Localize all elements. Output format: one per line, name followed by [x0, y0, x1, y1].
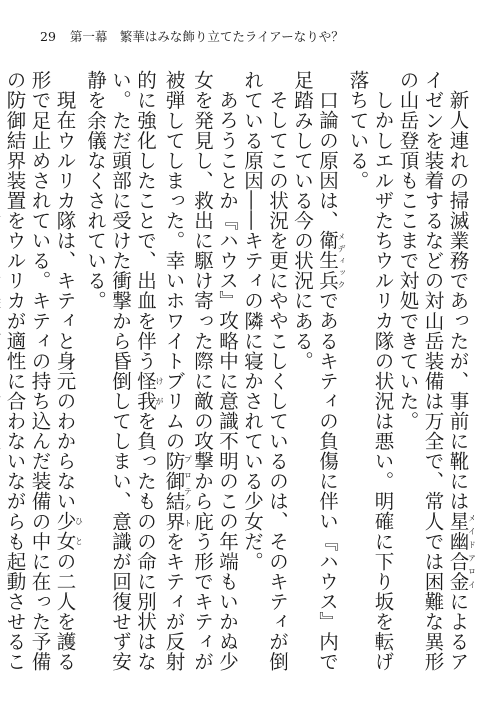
ruby-shojo-base: 少女 [53, 510, 77, 551]
ruby-bogyokekkai [162, 450, 193, 532]
paragraph-5-text-c: を負ったものの命に別状はない。ただ頭部に受けた衝撃から昏倒してしまい、意識が回復せず安静を余儀なくされている。 [84, 70, 157, 672]
paragraph-3 [290, 70, 346, 680]
ruby-eiseihei [316, 229, 346, 291]
paragraph-6 [0, 70, 83, 680]
paragraph-5 [83, 70, 240, 680]
ruby-eiseihei-base: 衛生兵 [316, 229, 339, 291]
ruby-shojo [53, 510, 84, 551]
paragraph-5-text-b: をキティが反射的に強化したことで、出血を伴う [134, 70, 186, 672]
paragraph-4: そしてこの状況を更にややこしくしているのは、そのキティが倒れている原因――キティの隣に寝かされている少女だ。 [241, 70, 289, 671]
novel-body-text [3, 70, 477, 680]
paragraph-6-text-a: 現在ウルリカ隊は、キティと身元のわからない [53, 89, 77, 511]
paragraph-6-text-b: の二人を護る形で足止めされている。キティの持ち込んだ装備の中に在った予備の防御結界装置をウルリカが適性に合わないながらも起動させるこ [3, 70, 77, 672]
ruby-shojo-reading: ひと [74, 510, 84, 551]
paragraph-3-text-b: であるキティの負傷に伴い『ハウス』内で足踏みしている今の状況にある。 [291, 70, 339, 671]
ruby-kega [134, 370, 164, 411]
paragraph-1-text-a: 新人連れの掃滅業務であったが、事前に靴には [446, 89, 470, 511]
ruby-bogyokekkai-base: 防御結界 [162, 450, 186, 532]
paragraph-1 [396, 70, 477, 680]
paragraph-5-text-a: あろうことか『ハウス』攻略中に意識不明のこの年端もいかぬ少女を発見し、救出に駆け寄った際に敵の攻撃から庇う形でキティが被弾してしまった。幸いホワイトブリムの [162, 70, 239, 672]
page-number: 29 [40, 29, 56, 44]
paragraph-2: しかしエルザたちウルリカ隊の状況は悪い。明確に下り坂を転げ落ちている。 [346, 70, 395, 671]
ruby-kega-base: 怪我 [134, 370, 157, 411]
ruby-kega-reading: けが [155, 370, 164, 411]
chapter-title: 第一幕 繁華はみな飾り立てたライアーなりや？ [69, 29, 344, 44]
paragraph-3-text-a: 口論の原因は、 [316, 89, 339, 230]
ruby-seigenkin-base: 星幽合金 [446, 510, 470, 591]
ruby-seigenkin [446, 510, 477, 591]
paragraph-1-text-b: によるアイゼンを装着するなどの対山岳装備は万全で、常人では困難な異形の山岳登頂もここまで対処できていた。 [396, 70, 470, 672]
ruby-bogyokekkai-reading: プロテクト [183, 450, 193, 532]
running-header [40, 24, 470, 50]
ruby-seigenkin-reading: メイドアロイ [467, 510, 477, 591]
ruby-eiseihei-reading: メディック [337, 229, 346, 291]
